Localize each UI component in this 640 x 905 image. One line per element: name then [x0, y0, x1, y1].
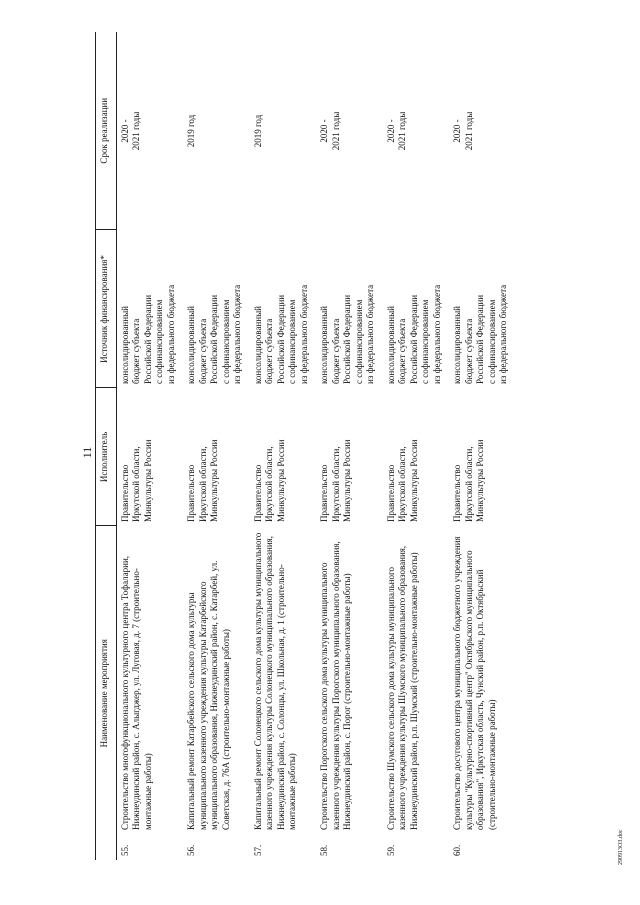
table-row — [383, 32, 450, 860]
measure-name: Капитальный ремонт Солонецкого сельского дома культуры муниципального казенного учреждения культуры Солонецкого муниципального образования, Нижнеудинский район, с. Солонцы, ул. Школьная, д. 1 (строительно-монтажные работы) — [252, 532, 298, 830]
header-source: Источник финансирования* — [96, 230, 117, 388]
source-cell: консолидированный бюджет субъекта Российской Федерации с софинансированием из федерального бюджета — [186, 284, 243, 384]
source-cell: консолидированный бюджет субъекта Российской Федерации с софинансированием из федерального бюджета — [119, 284, 176, 384]
table-header-row — [96, 32, 117, 860]
table-row — [316, 32, 383, 860]
executor-cell: Правительство Иркутской области, Минкультуры России — [119, 439, 153, 522]
measure-name: Строительство Порогского сельского дома культуры муниципального казенного учреждения культуры Порогского муниципального образования, Нижнеудинский район, с. Порог (строительно-монтажные работы) — [319, 541, 353, 830]
header-executor: Исполнитель — [96, 388, 117, 526]
page-number: 11 — [80, 446, 94, 459]
executor-cell: Правительство Иркутской области, Минкультуры России — [252, 439, 286, 522]
term-cell: 2019 год — [186, 114, 197, 148]
source-cell: консолидированный бюджет субъекта Российской Федерации с софинансированием из федерального бюджета — [452, 284, 509, 384]
executor-cell: Правительство Иркутской области, Минкультуры России — [385, 439, 419, 522]
table-row — [183, 32, 250, 860]
term-cell: 2020 - 2021 годы — [319, 111, 341, 151]
row-number: 57. — [252, 844, 263, 856]
row-number: 59. — [385, 844, 396, 856]
executor-cell: Правительство Иркутской области, Минкультуры России — [186, 439, 220, 522]
header-term: Срок реализации — [96, 32, 117, 230]
source-cell: консолидированный бюджет субъекта Российской Федерации с софинансированием из федерального бюджета — [252, 284, 309, 384]
source-cell: консолидированный бюджет субъекта Российской Федерации с софинансированием из федерального бюджета — [319, 284, 376, 384]
measures-table — [95, 32, 516, 860]
row-number: 55. — [119, 844, 130, 856]
executor-cell: Правительство Иркутской области, Минкультуры России — [319, 439, 353, 522]
measure-name: Строительство многофункционального культурного центра Тофаларии, Нижнеудинский район, с. Алыгджер, ул. Луговая, д. 7 (строительно-монтажные работы) — [119, 555, 153, 830]
measure-name: Строительство досугового центра муниципального бюджетного учреждения культуры "Культурно-спортивный центр" Октябрьского муниципального образования", Иркутская область, Чунский район, р.п. Октябрьский (строительно-монтажные работы) — [452, 536, 497, 830]
table-row — [449, 32, 516, 860]
header-name: Наименование мероприятия — [96, 526, 117, 860]
executor-cell: Правительство Иркутской области, Минкультуры России — [452, 439, 486, 522]
file-footer: 290913O3.doc — [618, 829, 624, 865]
table-row — [250, 32, 317, 860]
term-cell: 2020 - 2021 годы — [385, 111, 408, 151]
row-number: 56. — [186, 844, 197, 856]
measure-name: Строительство Шумского сельского дома культуры муниципального казенного учреждения культуры Шумского муниципального образования, Нижнеудинский район, р.п. Шумский (строительно-монтажные работы) — [385, 545, 419, 830]
table-row — [116, 32, 183, 860]
term-cell: 2019 год — [252, 114, 263, 148]
row-number: 58. — [319, 844, 330, 856]
measure-name: Капитальный ремонт Катарбейского сельского дома культуры муниципального казенного учреждения культуры Катарбейского муниципального образования, Нижнеудинский район, с. Катарбей, ул. Советская, д. 76А (строительно-монтажные работы) — [186, 560, 231, 830]
term-cell: 2020 - 2021 годы — [119, 111, 142, 151]
source-cell: консолидированный бюджет субъекта Российской Федерации с софинансированием из федерального бюджета — [385, 284, 442, 384]
term-cell: 2020 - 2021 годы — [452, 111, 474, 151]
row-number: 60. — [452, 844, 463, 856]
